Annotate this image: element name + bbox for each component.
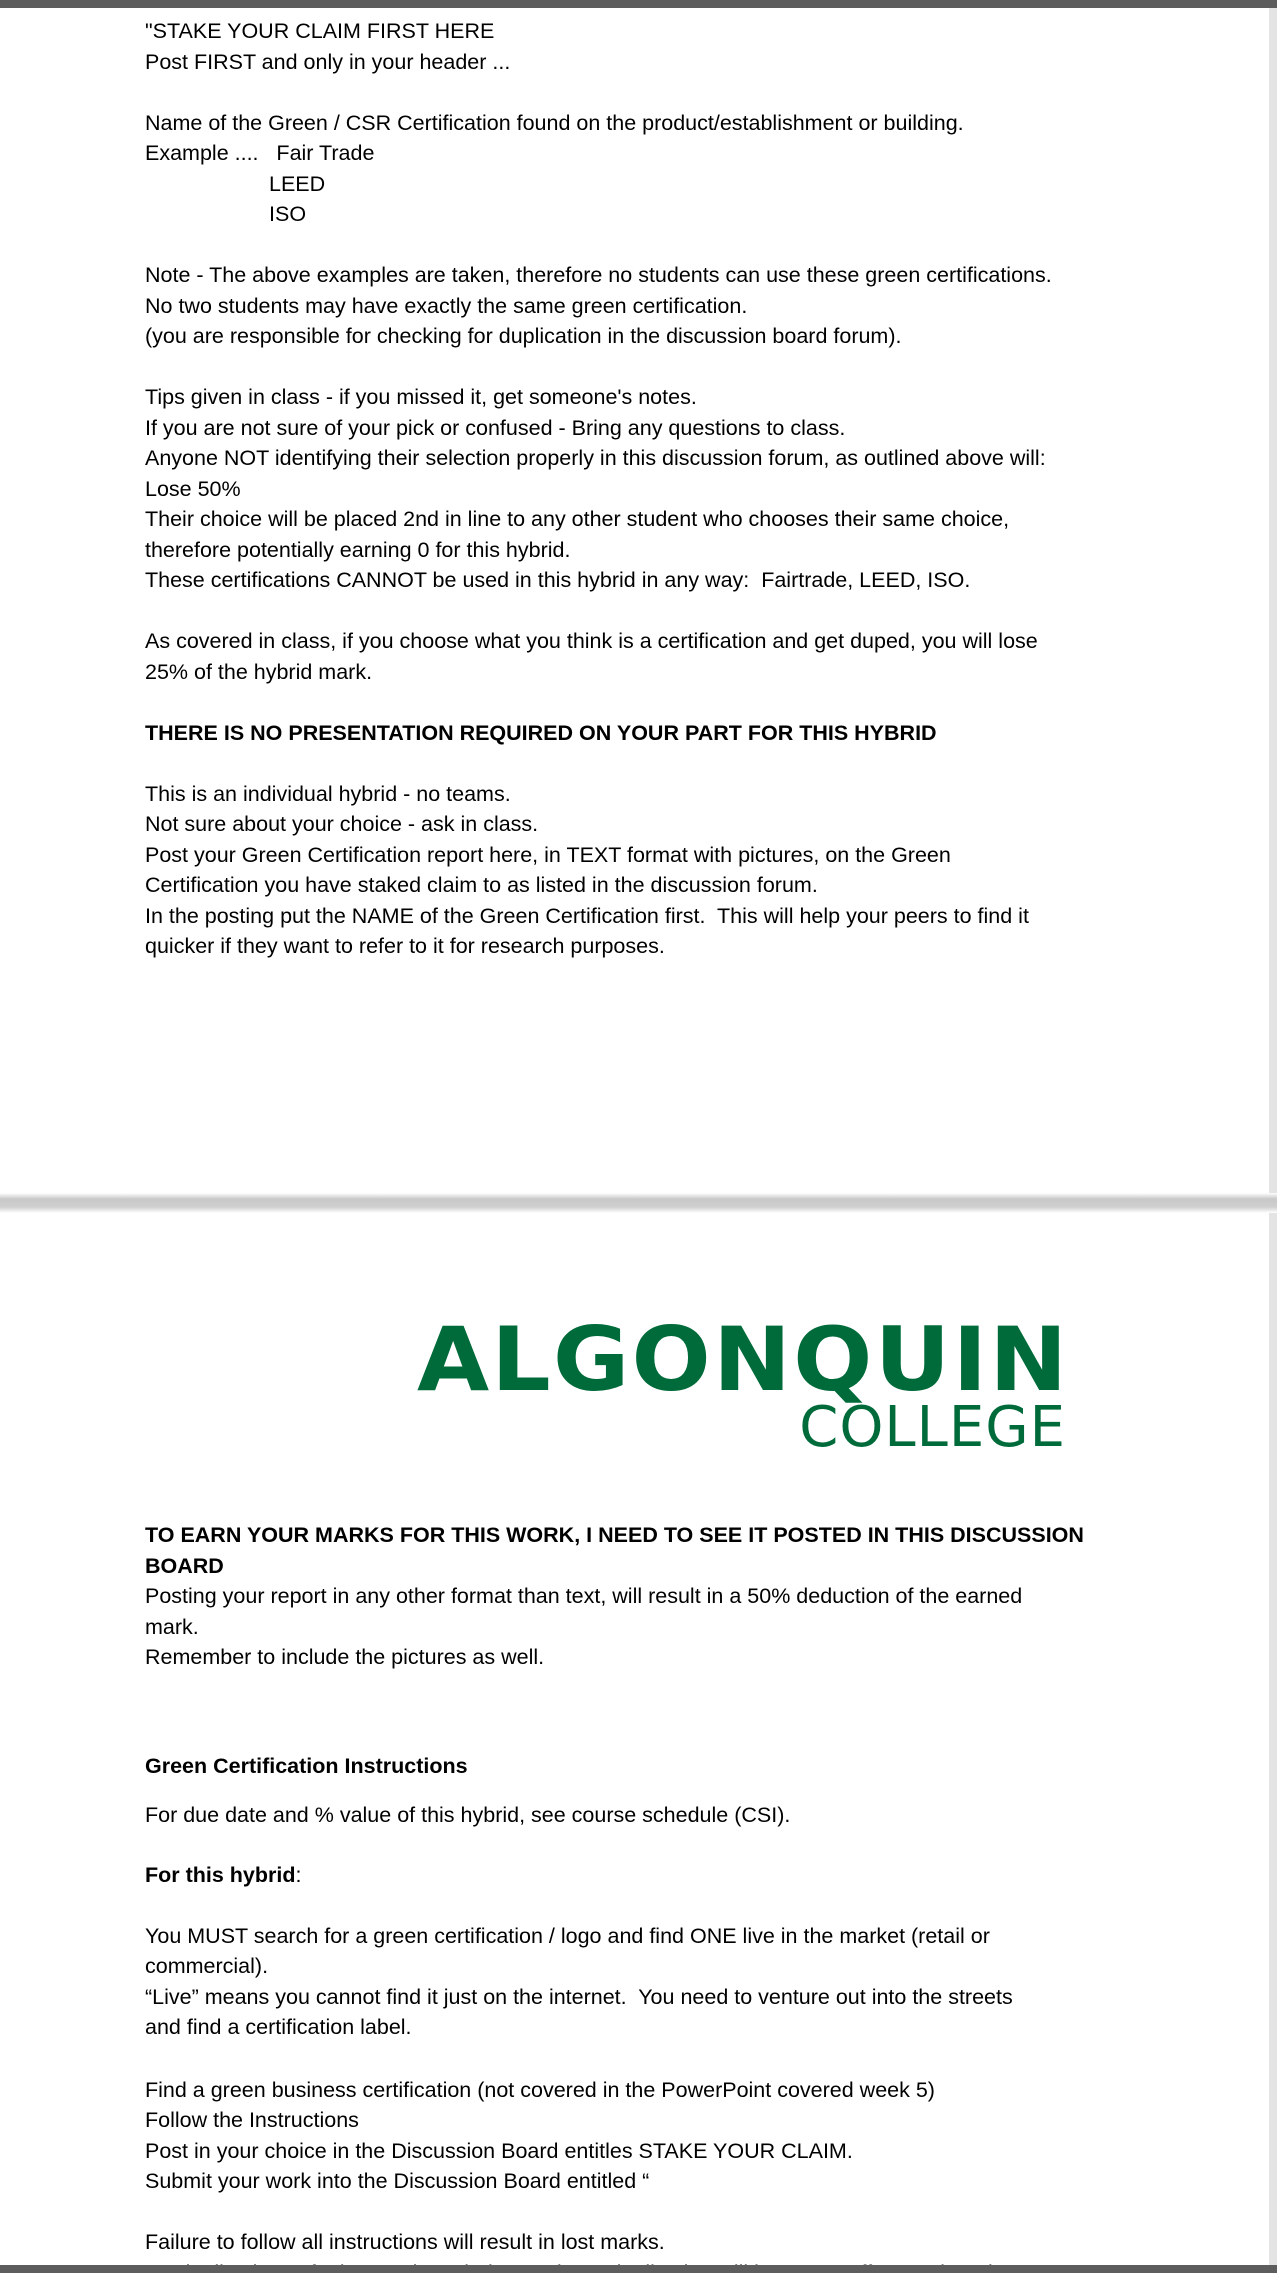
bottom-frame-bar (0, 2265, 1277, 2273)
note-line-3: (you are responsible for checking for duplication in the discussion board forum). (145, 324, 902, 348)
failure-line-1: Failure to follow all instructions will result in lost marks. (145, 2230, 665, 2254)
search-line-1: You MUST search for a green certification / logo and find ONE live in the market (retail or (145, 1923, 990, 1948)
format-line-2: mark. (145, 1614, 199, 1639)
algonquin-college-logo (417, 1310, 1072, 1460)
page-break (0, 1193, 1277, 1213)
individual-line-6: quicker if they want to refer to it for research purposes. (145, 934, 665, 958)
format-line-3: Remember to include the pictures as well. (145, 1645, 545, 1669)
tips-line-6: therefore potentially earning 0 for this hybrid. (145, 537, 571, 562)
for-this-hybrid-label: For this hybrid (145, 1863, 296, 1887)
note-line-2: No two students may have exactly the same green certification. (145, 293, 748, 318)
tips-line-7: These certifications CANNOT be used in this hybrid in any way: Fairtrade, LEED, ISO. (145, 568, 971, 592)
duped-line-1: As covered in class, if you choose what you think is a certification and get duped, you will lose (145, 629, 1038, 653)
tips-line-2: If you are not sure of your pick or confused - Bring any questions to class. (145, 415, 846, 440)
individual-line-4: Certification you have staked claim to as listed in the discussion forum. (145, 873, 818, 897)
certification-name-instruction: Name of the Green / CSR Certification found on the product/establishment or building. (145, 110, 964, 135)
logo-subtitle: COLLEGE (799, 1395, 1066, 1460)
individual-line-3: Post your Green Certification report here, in TEXT format with pictures, on the Green (145, 842, 951, 867)
stake-claim-line-2: Post FIRST and only in your header ... (145, 49, 511, 74)
search-line-4: and find a certification label. (145, 2015, 412, 2039)
steps-line-3: Post in your choice in the Discussion Board entitles STAKE YOUR CLAIM. (145, 2138, 853, 2163)
note-line-1: Note - The above examples are taken, therefore no students can use these green certifications. (145, 263, 1052, 287)
document-page-1 (145, 16, 1135, 962)
earn-marks-heading-line-2: BOARD (145, 1553, 224, 1578)
instructions-heading: Green Certification Instructions (145, 1754, 468, 1778)
format-line-1: Posting your report in any other format than text, will result in a 50% deduction of the earned (145, 1584, 1023, 1608)
duped-line-2: 25% of the hybrid mark. (145, 659, 373, 684)
individual-line-5: In the posting put the NAME of the Green Certification first. This will help your peers to find it (145, 903, 1029, 928)
for-this-hybrid-colon: : (295, 1863, 302, 1887)
example-item-leed: LEED (269, 171, 326, 196)
no-presentation-heading: THERE IS NO PRESENTATION REQUIRED ON YOUR PART FOR THIS HYBRID (145, 720, 937, 745)
document-page-2 (145, 1520, 1135, 2273)
top-frame-bar (0, 0, 1277, 8)
stake-claim-line-1: "STAKE YOUR CLAIM FIRST HERE (145, 19, 495, 43)
individual-line-1: This is an individual hybrid - no teams. (145, 781, 511, 806)
earn-marks-heading-line-1: TO EARN YOUR MARKS FOR THIS WORK, I NEED TO SEE IT POSTED IN THIS DISCUSSION (145, 1523, 1084, 1547)
search-line-3: “Live” means you cannot find it just on the internet. You need to venture out into the streets (145, 1984, 1013, 2009)
example-line: Example .... Fair Trade (145, 141, 375, 165)
tips-line-3: Anyone NOT identifying their selection properly in this discussion forum, as outlined above will: (145, 446, 1046, 470)
search-line-2: commercial). (145, 1954, 269, 1978)
steps-line-4: Submit your work into the Discussion Board entitled “ (145, 2169, 650, 2193)
steps-line-1: Find a green business certification (not covered in the PowerPoint covered week 5) (145, 2077, 935, 2102)
due-date-line: For due date and % value of this hybrid, see course schedule (CSI). (145, 1802, 791, 1827)
page-right-edge (1269, 8, 1277, 2267)
for-this-hybrid-line (145, 1860, 1135, 1891)
logo-wordmark: ALGONQUIN (417, 1308, 1070, 1411)
tips-line-1: Tips given in class - if you missed it, get someone's notes. (145, 385, 697, 409)
tips-line-4: Lose 50% (145, 476, 241, 501)
individual-line-2: Not sure about your choice - ask in class. (145, 812, 539, 836)
tips-line-5: Their choice will be placed 2nd in line to any other student who chooses their same choice, (145, 507, 1010, 531)
steps-line-2: Follow the Instructions (145, 2108, 359, 2132)
example-item-iso: ISO (269, 202, 307, 226)
